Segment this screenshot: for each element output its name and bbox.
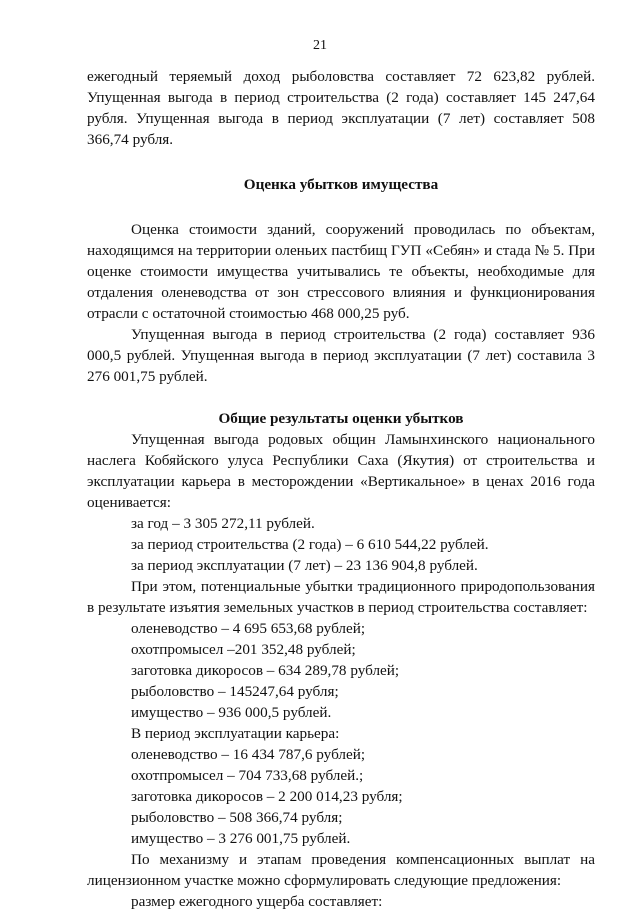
- intro-paragraph: ежегодный теряемый доход рыболовства составляет 72 623,82 рублей. Упущенная выгода в период строительства (2 года) составляет 145 247,64 рубля. Упущенная выгода в период эксплуатации (7 лет) составляет 508 366,74 рубля.: [87, 68, 595, 148]
- property-paragraph-2: Упущенная выгода в период строительства (2 года) составляет 936 000,5 рублей. Упущенная выгода в период эксплуатации (7 лет) составила 3 276 001,75 рублей.: [87, 326, 595, 385]
- list-item: охотпромысел – 704 733,68 рублей.;: [131, 767, 364, 784]
- list-item: заготовка дикоросов – 634 289,78 рублей;: [131, 662, 400, 679]
- operation-subheading: В период эксплуатации карьера:: [131, 725, 340, 742]
- summary-paragraph-1: Упущенная выгода родовых общин Ламынхинского национального наслега Кобяйского улуса Республики Саха (Якутия) от строительства и эксплуатации карьера в месторождении «Вертикальное» в ценах 2016 года оценивается:: [87, 431, 595, 511]
- section-heading-summary: Общие результаты оценки убытков: [218, 410, 464, 427]
- list-item: имущество – 936 000,5 рублей.: [131, 704, 332, 721]
- list-item: имущество – 3 276 001,75 рублей.: [131, 830, 351, 847]
- list-item: рыболовство – 145247,64 рубля;: [131, 683, 339, 700]
- list-item: охотпромысел –201 352,48 рублей;: [131, 641, 356, 658]
- section-heading-property: Оценка убытков имущества: [243, 176, 439, 193]
- list-item: за период эксплуатации (7 лет) – 23 136 904,8 рублей.: [131, 557, 478, 574]
- summary-paragraph-2: При этом, потенциальные убытки традиционного природопользования в результате изъятия земельных участков в период строительства составляет:: [87, 578, 595, 616]
- list-item: оленеводство – 4 695 653,68 рублей;: [131, 620, 366, 637]
- summary-paragraph-3: По механизму и этапам проведения компенсационных выплат на лицензионном участке можно сформулировать следующие предложения:: [87, 851, 595, 889]
- property-paragraph-1: Оценка стоимости зданий, сооружений проводилась по объектам, находящимся на территории оленьих пастбищ ГУП «Себян» и стада № 5. При оценке стоимости имущества учитывались те объекты, необходимые для отдаления оленеводства от зон стрессового влияния и функционирования отрасли с остаточной стоимостью 468 000,25 руб.: [87, 221, 595, 322]
- list-item: рыболовство – 508 366,74 рубля;: [131, 809, 343, 826]
- document-body: [87, 66, 595, 912]
- list-item: оленеводство – 16 434 787,6 рублей;: [131, 746, 366, 763]
- page-number: 21: [313, 38, 327, 53]
- list-item: заготовка дикоросов – 2 200 014,23 рубля;: [131, 788, 403, 805]
- list-item: за год – 3 305 272,11 рублей.: [131, 515, 315, 532]
- last-line: размер ежегодного ущерба составляет:: [131, 893, 383, 910]
- list-item: за период строительства (2 года) – 6 610 544,22 рублей.: [131, 536, 489, 553]
